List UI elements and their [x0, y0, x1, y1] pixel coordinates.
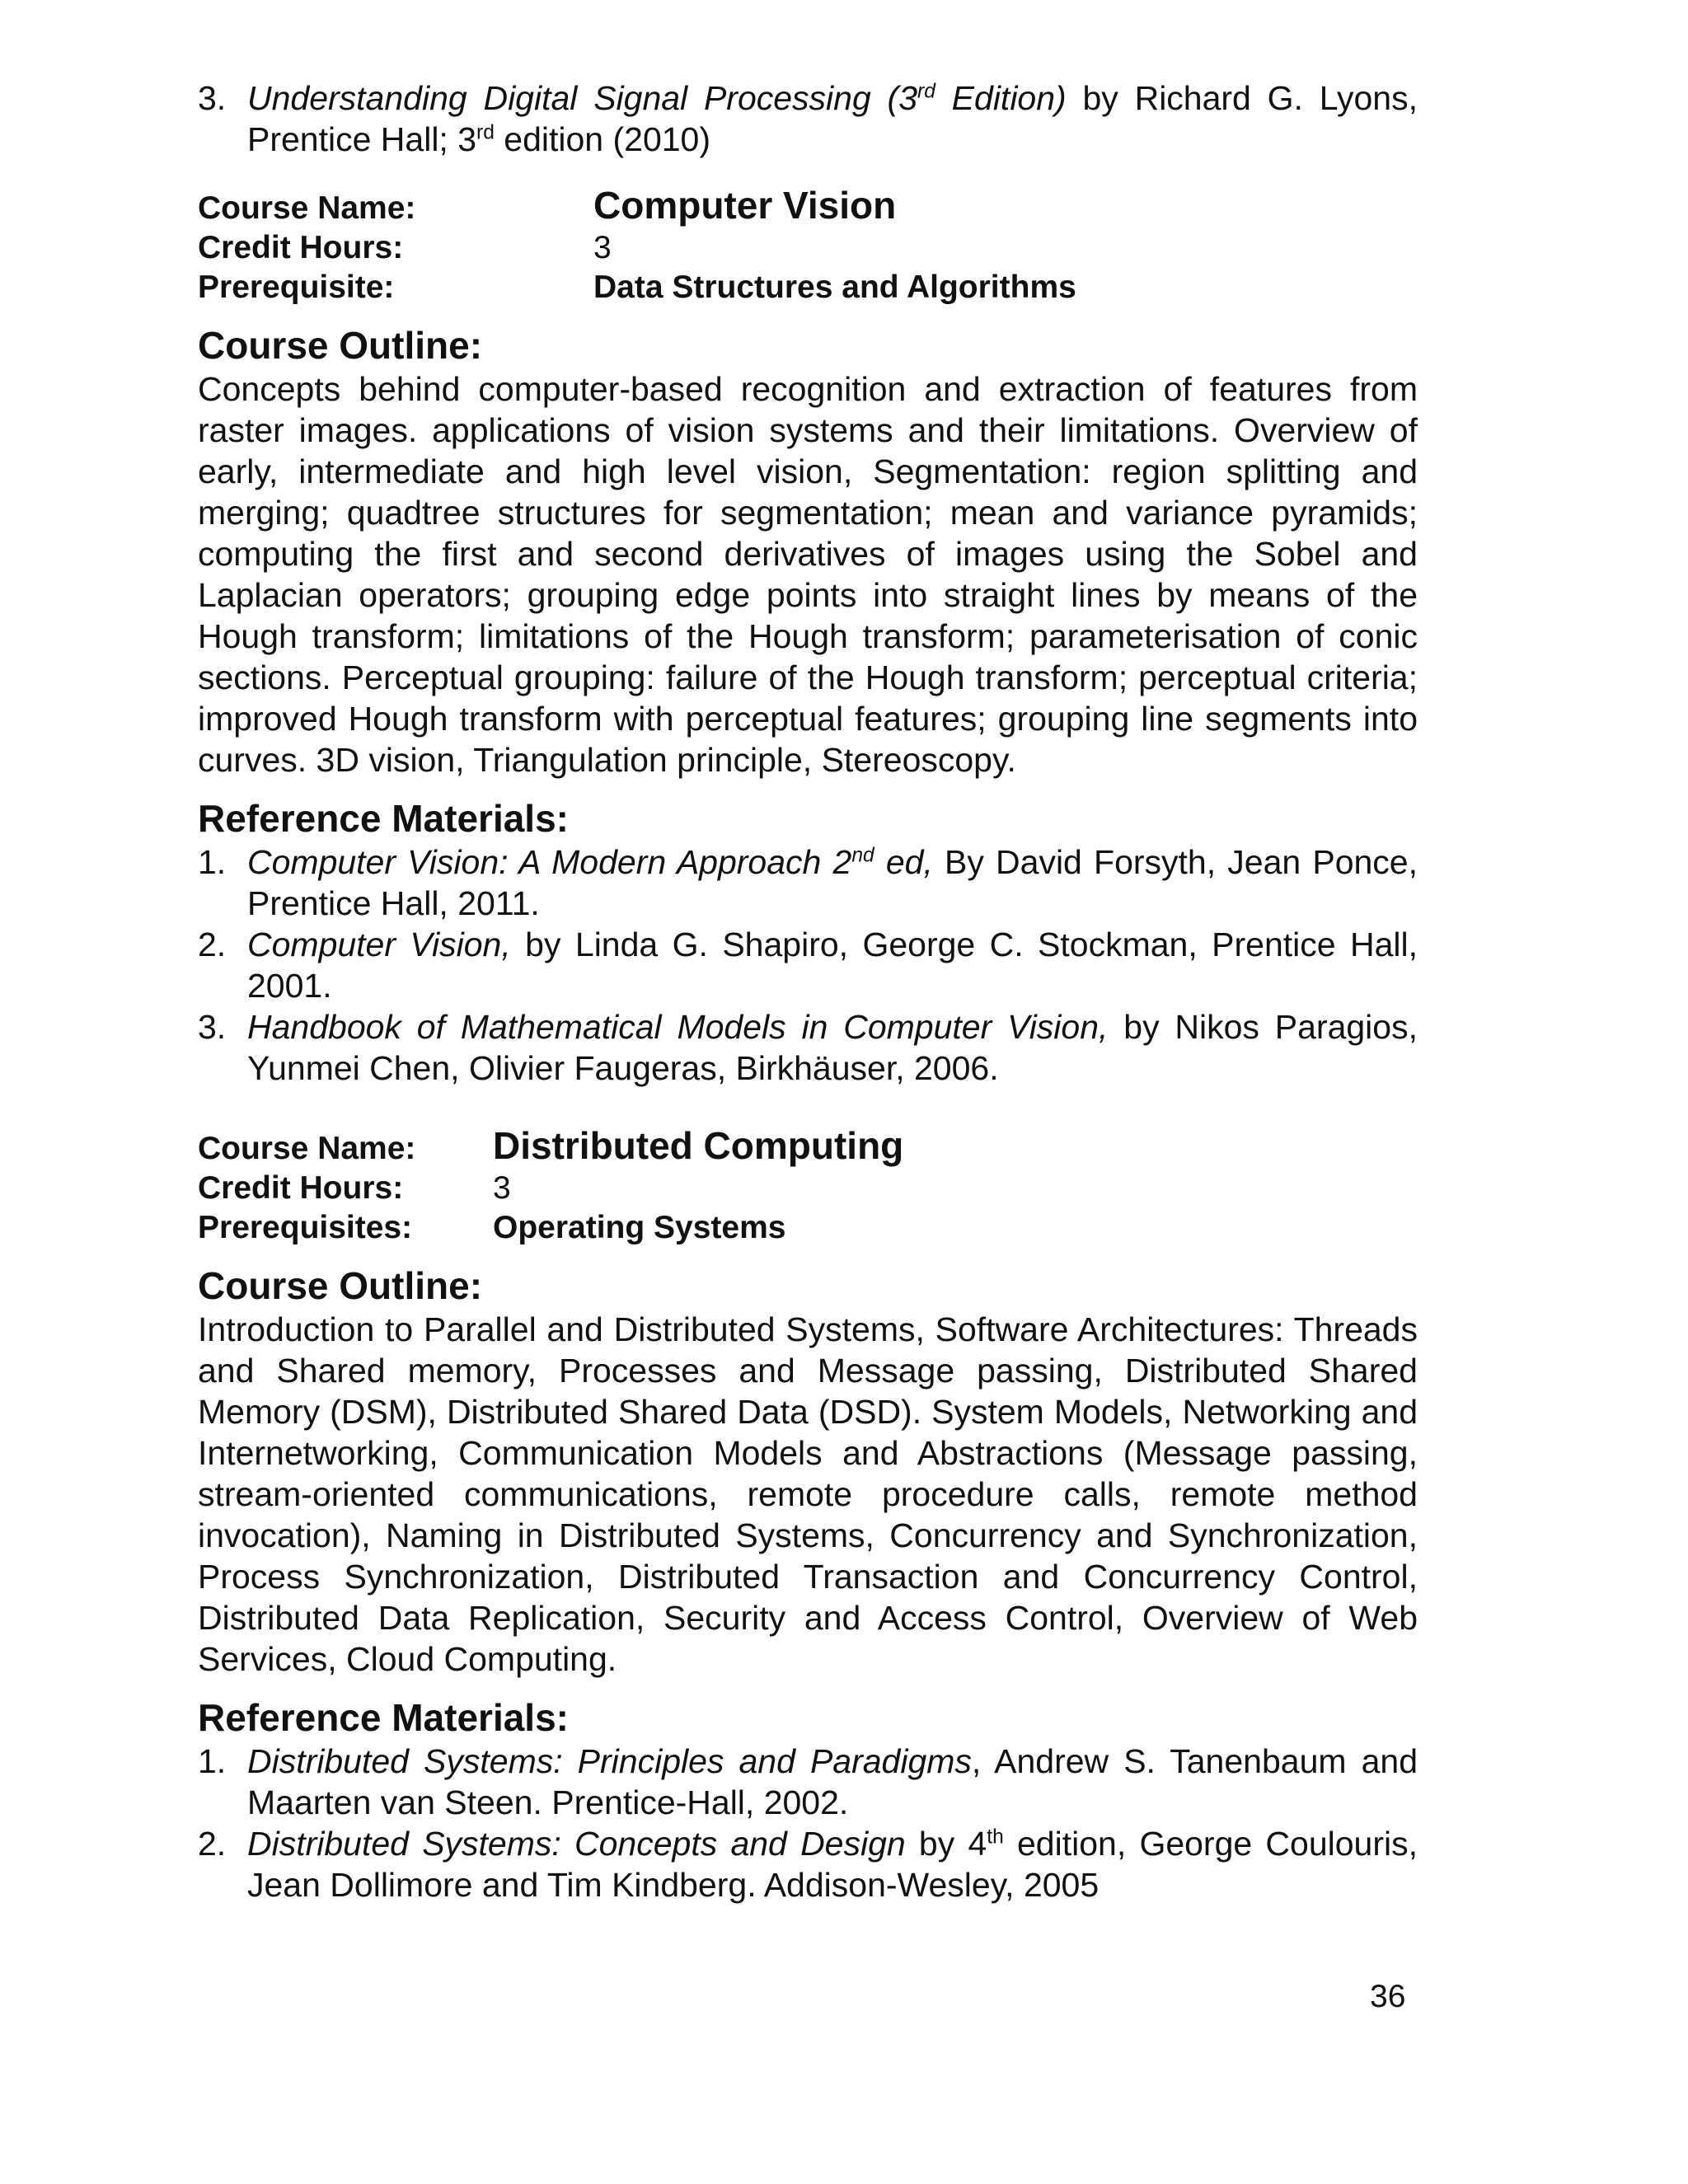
course-name: Computer Vision [593, 184, 897, 227]
list-number: 1. [198, 843, 227, 881]
reference-materials-heading: Reference Materials: [198, 797, 569, 840]
credit-hours-value: 3 [493, 1170, 511, 1206]
prerequisite-row [198, 1208, 1418, 1248]
list-item [198, 1006, 1418, 1089]
course-name-row [198, 183, 1418, 228]
superscript: rd [917, 80, 935, 103]
page-number: 36 [1370, 1979, 1406, 2014]
prerequisite-value: Data Structures and Algorithms [593, 269, 1076, 305]
reference-text: by Richard G. Lyons, Prentice Hall; 3 [247, 79, 1418, 158]
course-header-computer-vision [198, 183, 1418, 307]
superscript: nd [851, 844, 874, 867]
reference-text: By David Forsyth, Jean Ponce, Prentice Hall, 2011. [247, 843, 1418, 922]
course-name-label: Course Name: [198, 190, 416, 226]
reference-text: by Linda G. Shapiro, George C. Stockman, Prentice Hall, 2001. [247, 926, 1418, 1005]
reference-list [198, 1741, 1418, 1905]
course-name-label: Course Name: [198, 1131, 416, 1166]
credit-hours-row [198, 1169, 1418, 1208]
course-outline-text: Introduction to Parallel and Distributed Systems, Software Architectures: Threads and Shared memory, Processes and Message passing, Distributed Shared Memory (DSM), Distributed Shared Data (DSD). System Models, Networking and Internetworking, Communication Models and Abstractions (Message passing, stream-oriented communications, remote procedure calls, remote method invocation), Naming in Distributed Systems, Concurrency and Synchronization, Process Synchronization, Distributed Transaction and Concurrency Control, Distributed Data Replication, Security and Access Control, Overview of Web Services, Cloud Computing. [198, 1310, 1418, 1678]
credit-hours-value: 3 [593, 230, 612, 265]
section-spacer [198, 1089, 1418, 1118]
course-name: Distributed Computing [493, 1124, 904, 1167]
reference-title: Distributed Systems: Concepts and Design [247, 1825, 906, 1863]
reference-text: , Andrew S. Tanenbaum and Maarten van Steen. Prentice-Hall, 2002. [247, 1742, 1418, 1821]
reference-text: by Nikos Paragios, Yunmei Chen, Olivier Faugeras, Birkhäuser, 2006. [247, 1008, 1418, 1087]
reference-title-cont: Edition) [935, 79, 1067, 117]
reference-title: Distributed Systems: Principles and Paradigms [247, 1742, 972, 1780]
credit-hours-row [198, 228, 1418, 268]
reference-title: Handbook of Mathematical Models in Computer Vision, [247, 1008, 1109, 1046]
list-item [198, 924, 1418, 1006]
course-header-distributed-computing [198, 1123, 1418, 1248]
prerequisite-label: Prerequisites: [198, 1210, 413, 1245]
list-item [198, 77, 1418, 160]
list-number: 3. [198, 1008, 227, 1046]
reference-title: Understanding Digital Signal Processing (3 [247, 79, 918, 117]
reference-title-cont: ed, [874, 843, 933, 881]
list-number: 3. [198, 79, 227, 117]
reference-title: Computer Vision: A Modern Approach 2 [247, 843, 852, 881]
prev-course-reference-list [198, 77, 1418, 160]
page-content [198, 77, 1418, 1905]
list-number: 2. [198, 1825, 227, 1863]
credit-hours-label: Credit Hours: [198, 230, 404, 265]
superscript: rd [476, 121, 495, 144]
list-item [198, 1823, 1418, 1905]
credit-hours-label: Credit Hours: [198, 1170, 404, 1206]
reference-title: Computer Vision, [247, 926, 511, 963]
reference-text-cont: edition (2010) [494, 120, 711, 158]
prerequisite-row [198, 268, 1418, 307]
reference-materials-heading: Reference Materials: [198, 1696, 569, 1739]
prerequisite-label: Prerequisite: [198, 269, 395, 305]
list-number: 1. [198, 1742, 227, 1780]
reference-list [198, 841, 1418, 1089]
reference-text-cont: edition, George Coulouris, Jean Dollimore and Tim Kindberg. Addison-Wesley, 2005 [247, 1825, 1418, 1904]
course-outline-heading: Course Outline: [198, 1264, 483, 1307]
list-item [198, 841, 1418, 924]
course-name-row [198, 1123, 1418, 1169]
course-outline-text: Concepts behind computer-based recognition and extraction of features from raster images. applications of vision systems and their limitations. Overview of early, intermediate and high level vision, Segmentation: region splitting and merging; quadtree structures for segmentation; mean and variance pyramids; computing the first and second derivatives of images using the Sobel and Laplacian operators; grouping edge points into straight lines by means of the Hough transform; limitations of the Hough transform; parameterisation of conic sections. Perceptual grouping: failure of the Hough transform; perceptual criteria; improved Hough transform with perceptual features; grouping line segments into curves. 3D vision, Triangulation principle, Stereoscopy. [198, 370, 1418, 779]
list-number: 2. [198, 926, 227, 963]
superscript: th [987, 1825, 1004, 1849]
prerequisite-value: Operating Systems [493, 1210, 786, 1245]
reference-text: by 4 [905, 1825, 987, 1863]
list-item [198, 1741, 1418, 1823]
course-outline-heading: Course Outline: [198, 324, 483, 367]
